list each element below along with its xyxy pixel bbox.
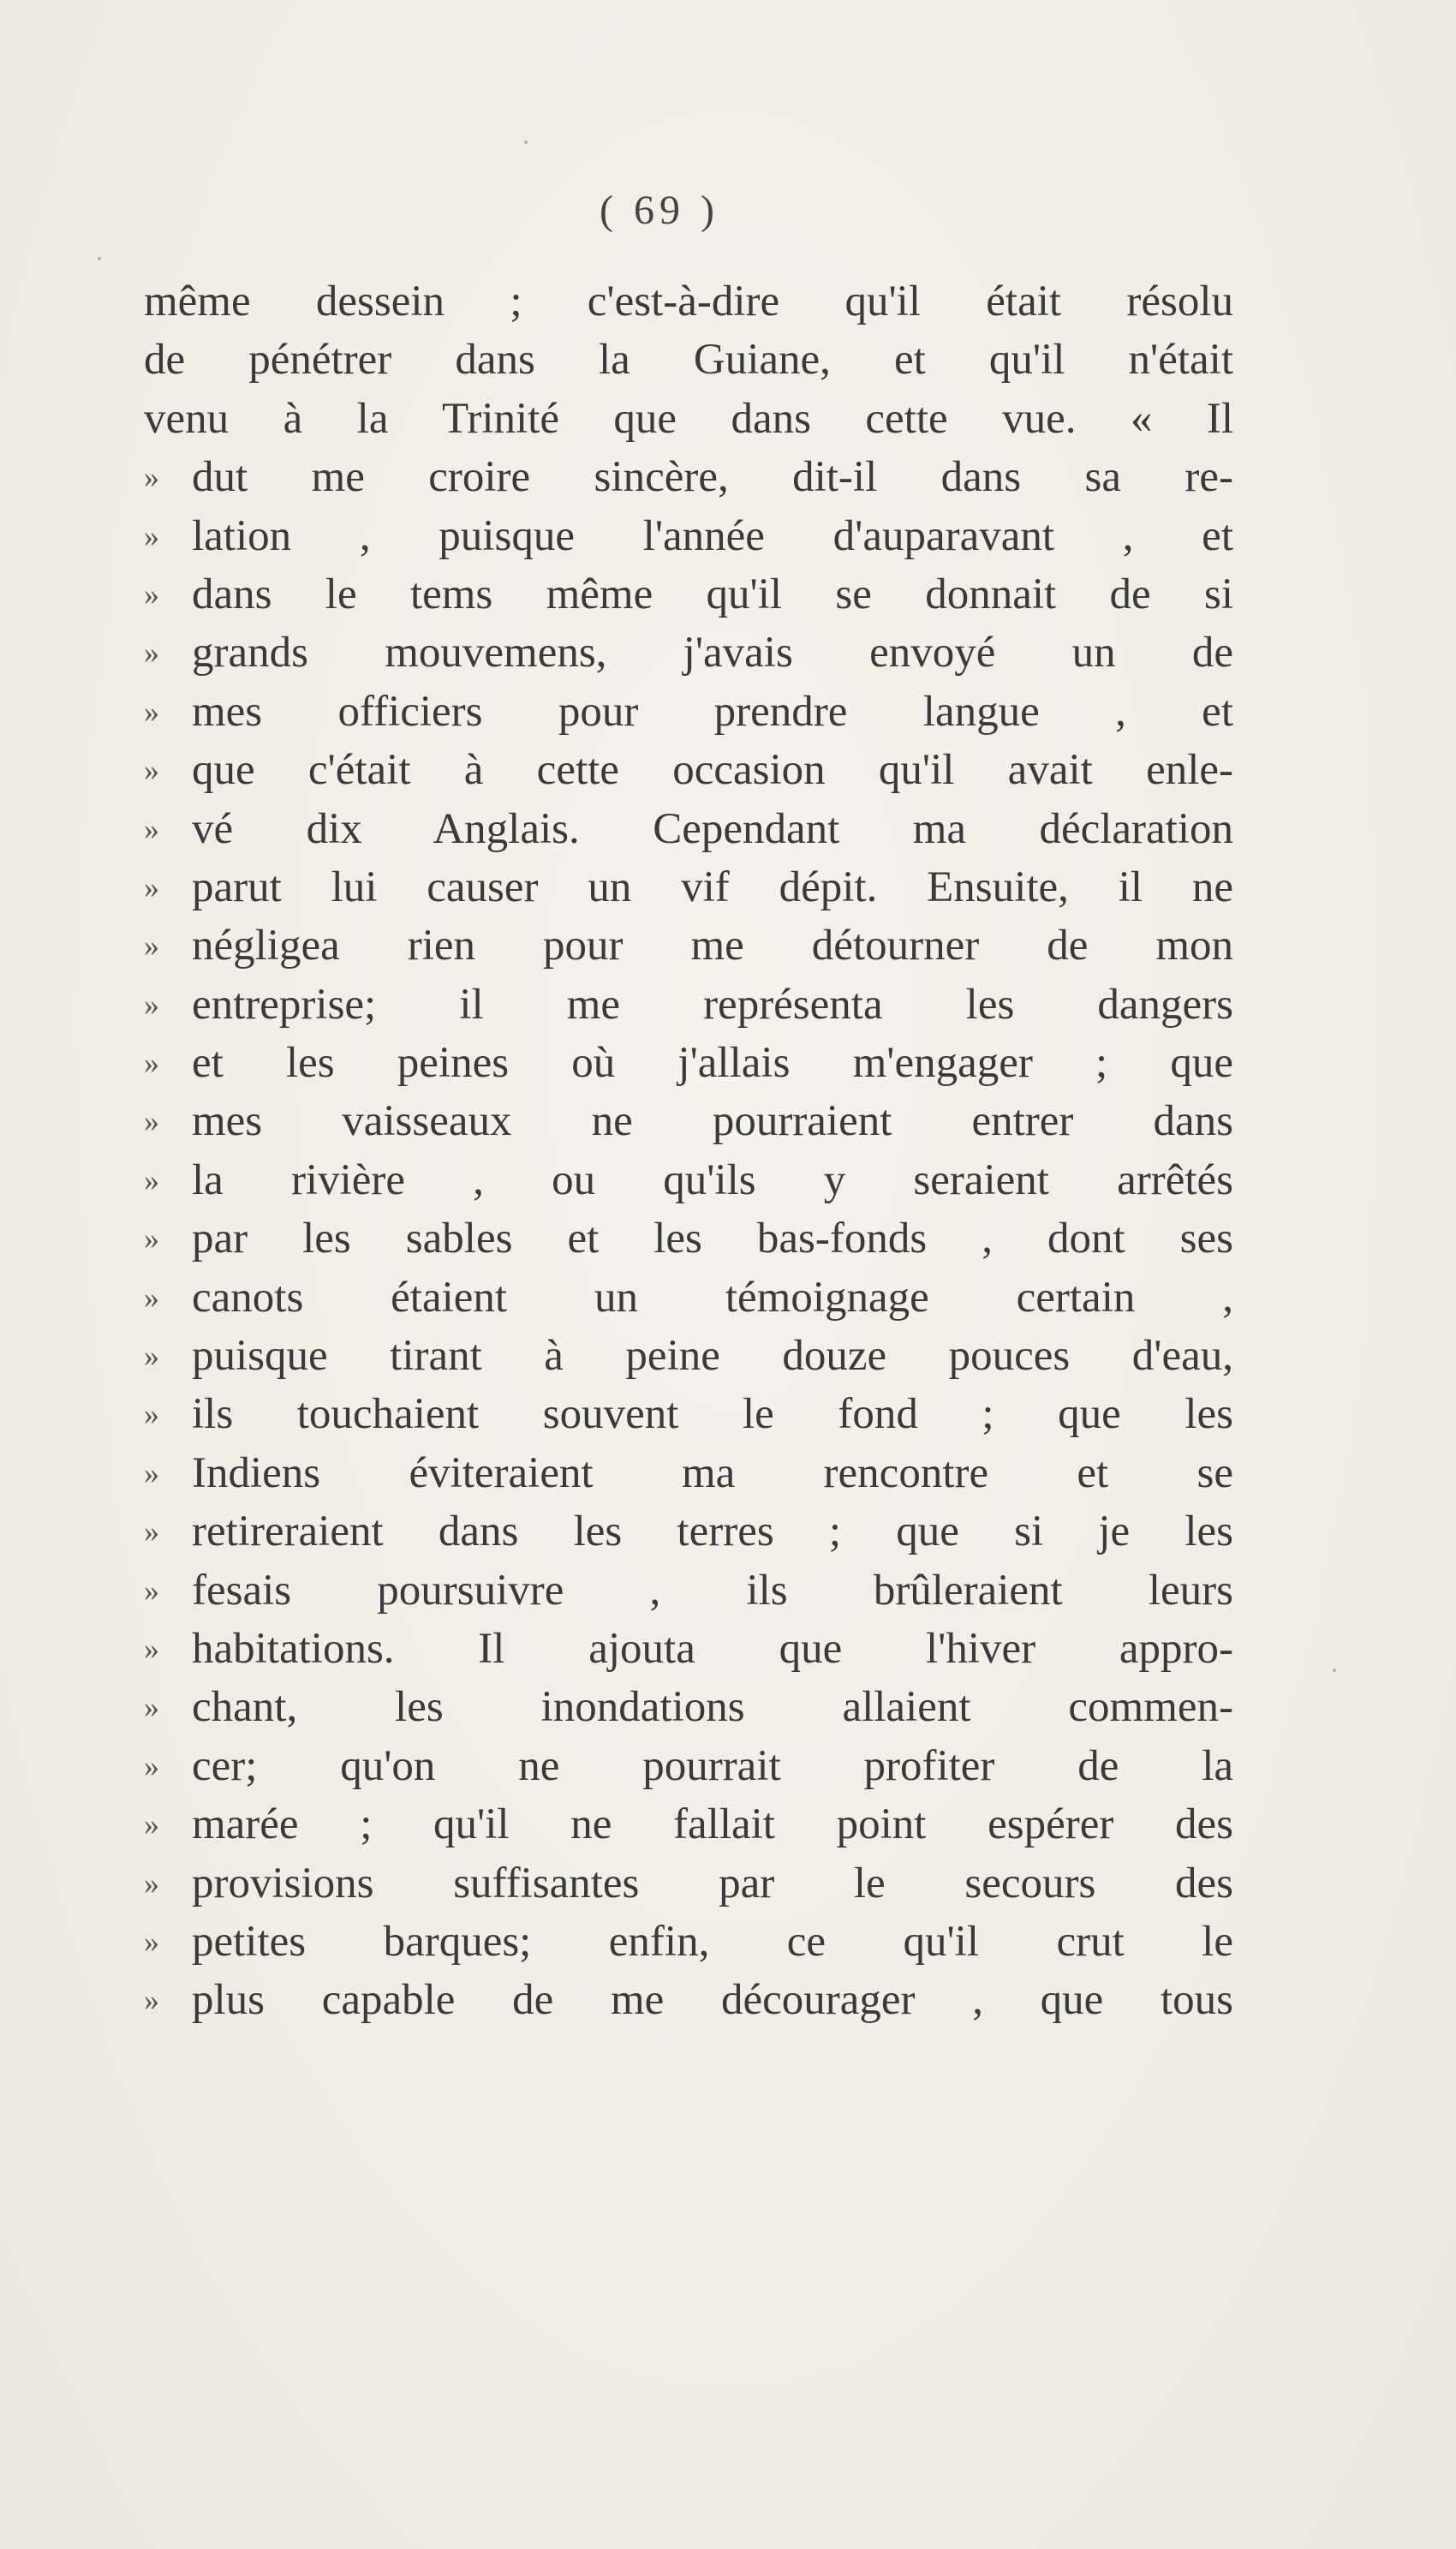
quote-marker: »	[144, 1983, 159, 2018]
text-line	[144, 1854, 1233, 1913]
quote-marker: »	[144, 1162, 159, 1197]
quote-marker: »	[144, 1924, 159, 1959]
quote-marker: »	[144, 518, 159, 553]
quote-marker: »	[144, 1514, 159, 1549]
line-text: vé dix Anglais. Cependant ma déclaration	[192, 804, 1233, 853]
text-line	[144, 1444, 1233, 1502]
line-text: mes officiers pour prendre langue , et	[192, 687, 1233, 736]
quote-marker: »	[144, 1573, 159, 1608]
line-text: petites barques; enfin, ce qu'il crut le	[192, 1917, 1233, 1966]
quote-marker: »	[144, 1280, 159, 1315]
line-text: Indiens éviteraient ma rencontre et se	[192, 1448, 1233, 1497]
quote-marker: »	[144, 811, 159, 846]
line-text: fesais poursuivre , ils brûleraient leurs	[192, 1566, 1233, 1615]
text-line	[144, 1971, 1233, 2029]
paper-speck	[1333, 1668, 1336, 1672]
text-line	[144, 741, 1233, 799]
line-text: lation , puisque l'année d'auparavant , et	[192, 511, 1233, 560]
quote-marker: »	[144, 1104, 159, 1139]
text-line	[144, 1620, 1233, 1678]
text-line	[144, 1385, 1233, 1443]
line-text: dut me croire sincère, dit-il dans sa re-	[192, 453, 1233, 502]
text-line	[144, 272, 1233, 331]
text-line	[144, 507, 1233, 565]
page-number: ( 69 )	[600, 188, 719, 233]
quote-marker: »	[144, 1455, 159, 1490]
line-text: plus capable de me décourager , que tous	[192, 1976, 1233, 2025]
line-text: parut lui causer un vif dépit. Ensuite, il ne	[192, 863, 1233, 911]
line-text: cer; qu'on ne pourrait profiter de la	[192, 1741, 1233, 1790]
text-line	[144, 916, 1233, 975]
text-line	[144, 1795, 1233, 1854]
quote-marker: »	[144, 1631, 159, 1666]
line-text: puisque tirant à peine douze pouces d'eau,	[192, 1332, 1233, 1381]
text-line	[144, 331, 1233, 389]
line-text: venu à la Trinité que dans cette vue. « Il	[144, 394, 1233, 443]
paper-speck	[98, 257, 101, 260]
quote-marker: »	[144, 987, 159, 1022]
line-text: de pénétrer dans la Guiane, et qu'il n'était	[144, 336, 1233, 385]
paper-speck	[524, 140, 528, 144]
text-line	[144, 1737, 1233, 1795]
text-line	[144, 1209, 1233, 1268]
quote-marker: »	[144, 1339, 159, 1374]
text-line	[144, 1151, 1233, 1209]
text-line	[144, 448, 1233, 506]
quote-marker: »	[144, 869, 159, 904]
text-line	[144, 1269, 1233, 1327]
line-text: grands mouvemens, j'avais envoyé un de	[192, 629, 1233, 678]
quote-marker: »	[144, 1221, 159, 1257]
text-line	[144, 565, 1233, 624]
quote-marker: »	[144, 1865, 159, 1901]
line-text: la rivière , ou qu'ils y seraient arrêtés	[192, 1155, 1233, 1204]
body-text	[144, 272, 1233, 2030]
text-line	[144, 683, 1233, 741]
quote-marker: »	[144, 576, 159, 612]
text-line	[144, 1561, 1233, 1620]
line-text: et les peines où j'allais m'engager ; que	[192, 1039, 1233, 1088]
quote-marker: »	[144, 1397, 159, 1432]
quote-marker: »	[144, 1748, 159, 1783]
quote-marker: »	[144, 636, 159, 671]
text-line	[144, 390, 1233, 448]
line-text: habitations. Il ajouta que l'hiver appro-	[192, 1624, 1233, 1673]
line-text: marée ; qu'il ne fallait point espérer des	[192, 1800, 1233, 1849]
line-text: par les sables et les bas-fonds , dont ses	[192, 1215, 1233, 1263]
quote-marker: »	[144, 460, 159, 495]
line-text: négligea rien pour me détourner de mon	[192, 922, 1233, 970]
text-line	[144, 1034, 1233, 1092]
text-line	[144, 1502, 1233, 1561]
quote-marker: »	[144, 694, 159, 729]
text-line	[144, 1327, 1233, 1385]
quote-marker: »	[144, 1690, 159, 1725]
line-text: provisions suffisantes par le secours des	[192, 1859, 1233, 1907]
line-text: canots étaient un témoignage certain ,	[192, 1273, 1233, 1322]
line-text: chant, les inondations allaient commen-	[192, 1683, 1233, 1732]
line-text: même dessein ; c'est-à-dire qu'il était résolu	[144, 278, 1233, 325]
text-line	[144, 624, 1233, 682]
line-text: ils touchaient souvent le fond ; que les	[192, 1390, 1233, 1439]
quote-marker: »	[144, 1046, 159, 1081]
quote-marker: »	[144, 928, 159, 964]
line-text: retireraient dans les terres ; que si je les	[192, 1507, 1233, 1556]
line-text: dans le tems même qu'il se donnait de si	[192, 570, 1233, 618]
quote-marker: »	[144, 753, 159, 788]
line-text: mes vaisseaux ne pourraient entrer dans	[192, 1097, 1233, 1146]
text-line	[144, 1092, 1233, 1150]
text-line	[144, 1913, 1233, 1971]
text-line	[144, 1678, 1233, 1736]
line-text: entreprise; il me représenta les dangers	[192, 980, 1233, 1029]
line-text: que c'était à cette occasion qu'il avait enle-	[192, 746, 1233, 795]
text-line	[144, 800, 1233, 858]
text-line	[144, 976, 1233, 1034]
quote-marker: »	[144, 1807, 159, 1842]
text-line	[144, 858, 1233, 916]
